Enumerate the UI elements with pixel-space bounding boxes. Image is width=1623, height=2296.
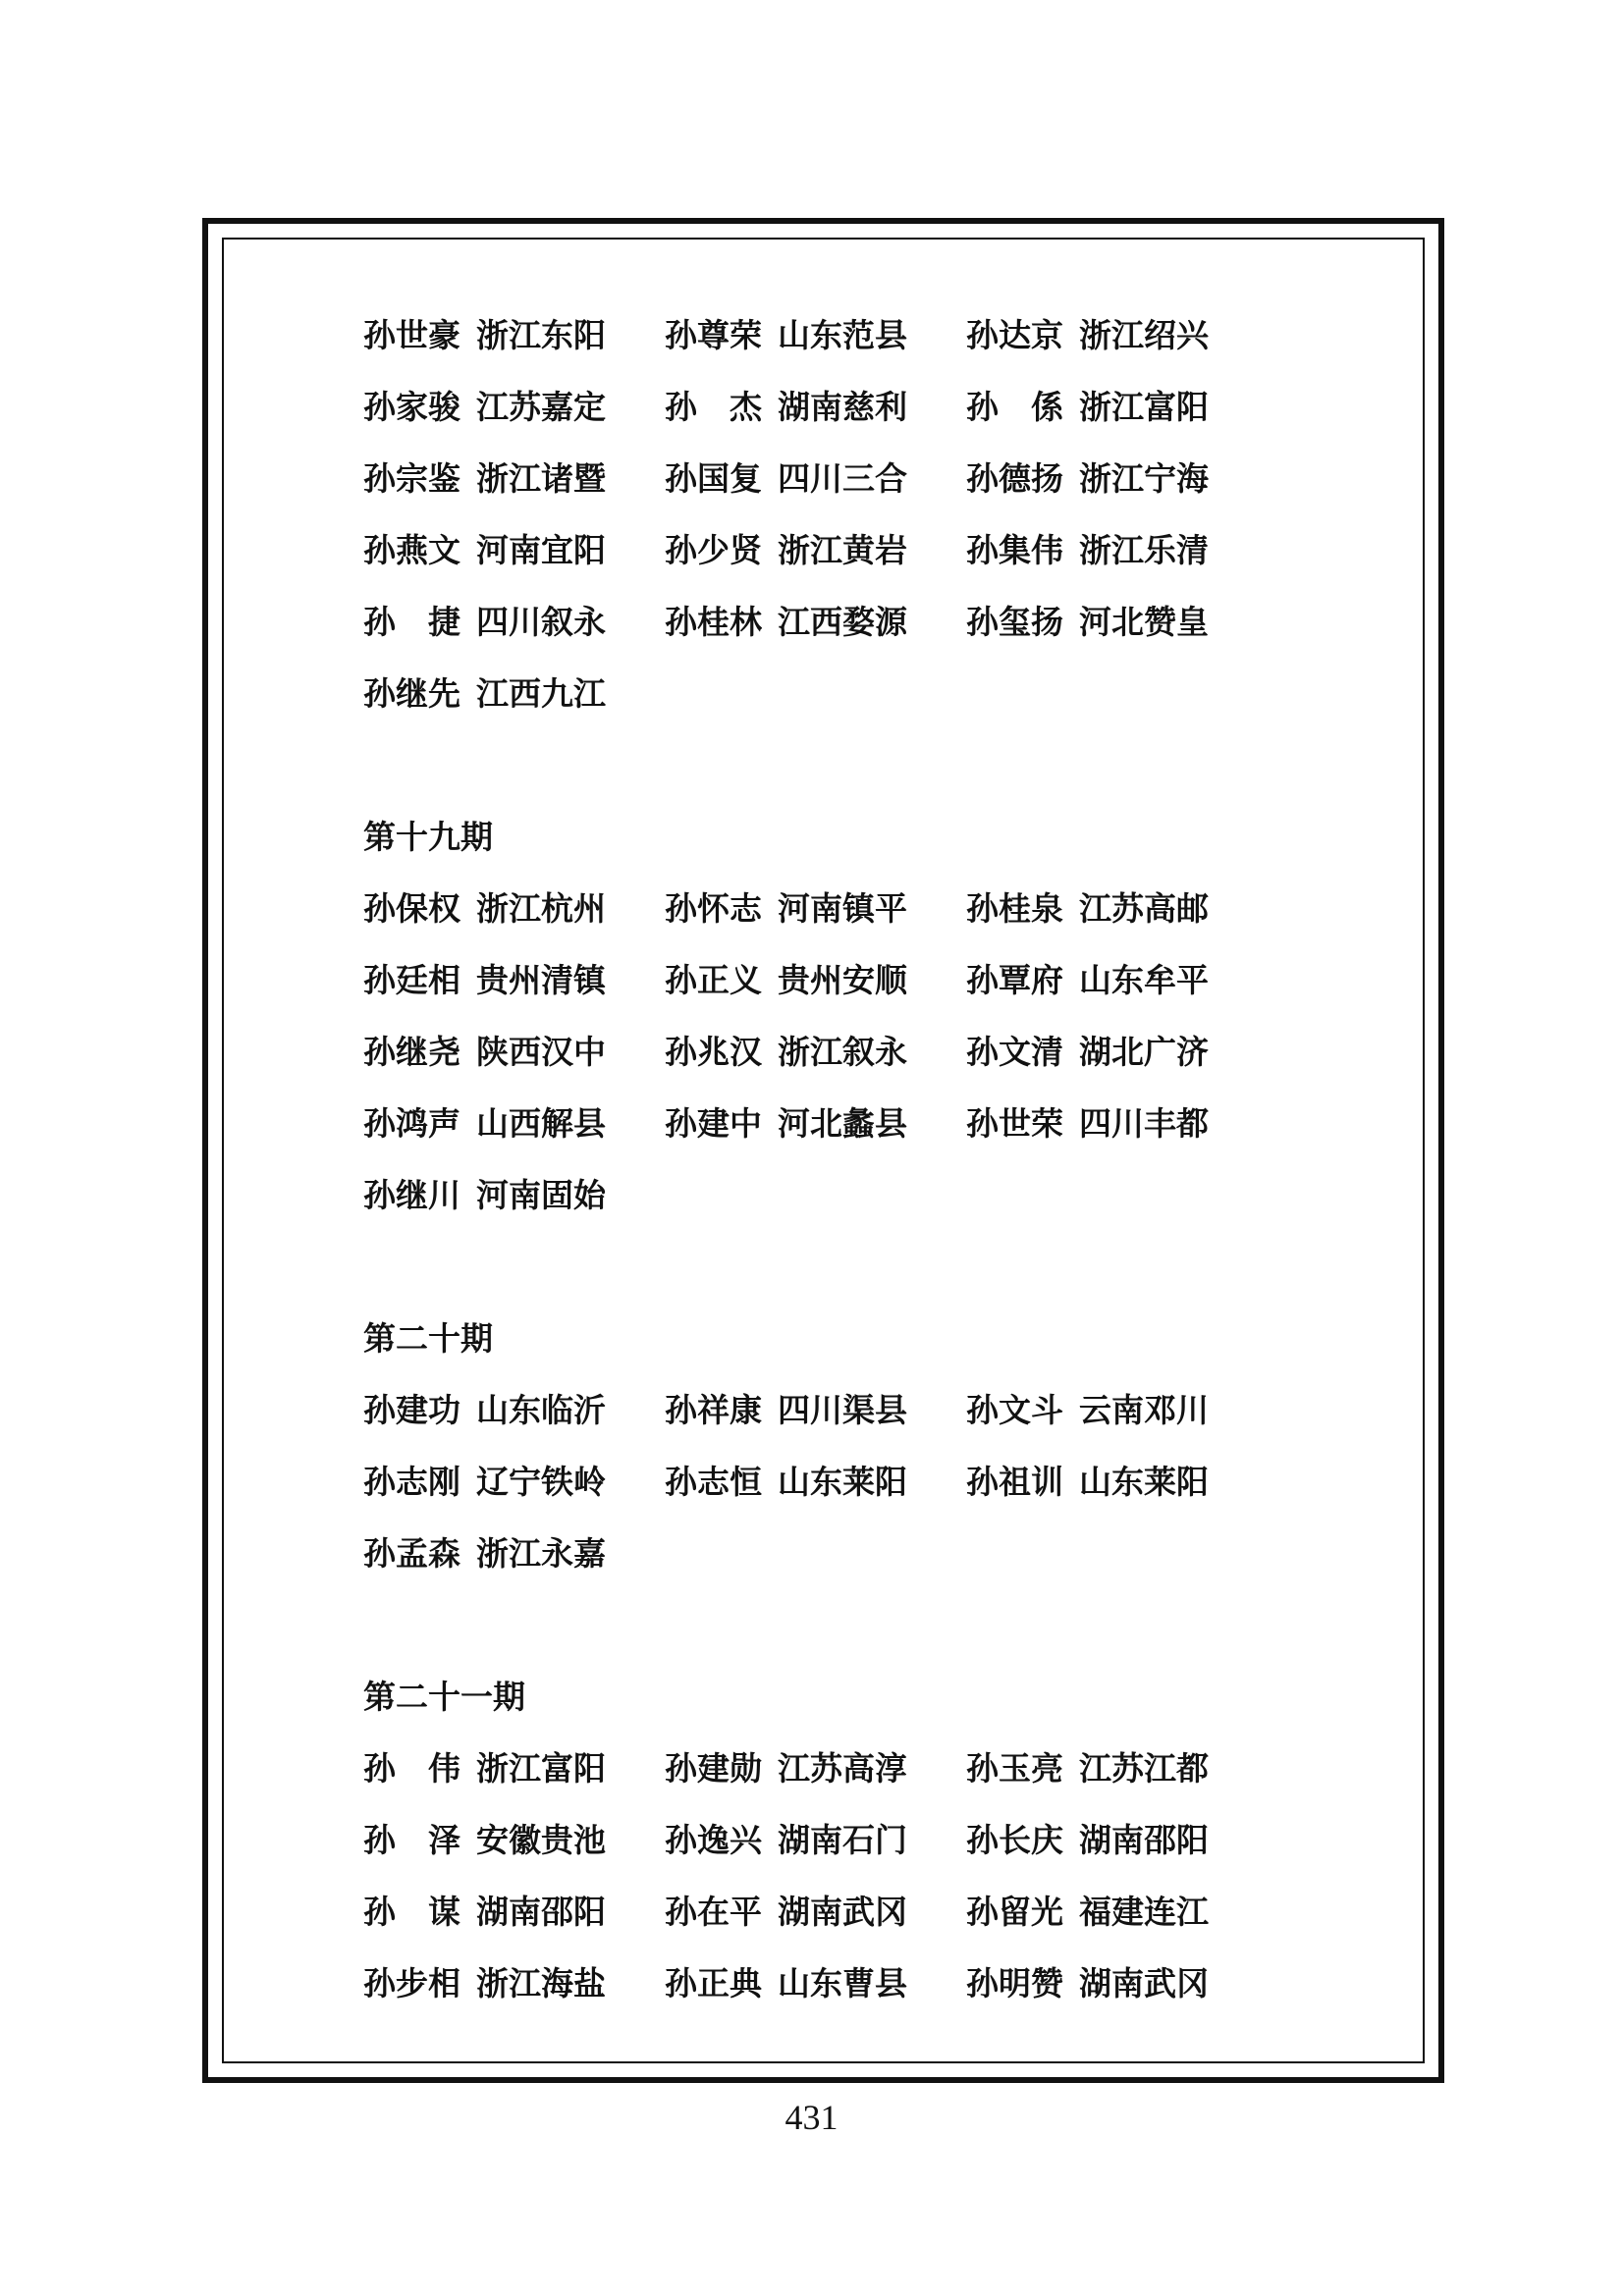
hometown: 陕西汉中: [476, 1033, 606, 1071]
roster-entry: [966, 586, 1209, 658]
hometown: 浙江诸暨: [476, 459, 606, 498]
hometown: 江苏高淳: [778, 1749, 907, 1788]
person-name: 孙逸兴: [665, 1821, 762, 1859]
person-name: 孙少贤: [665, 531, 762, 569]
section-title: 第十九期: [363, 818, 493, 856]
section-title: 第二十一期: [363, 1678, 525, 1716]
hometown: 山东莱阳: [778, 1463, 907, 1501]
roster-entry: [665, 1446, 907, 1518]
roster-entry: [665, 873, 907, 944]
person-name: 孙祖训: [966, 1463, 1063, 1501]
hometown: 山东范县: [778, 316, 907, 354]
roster-entry: [665, 443, 907, 514]
section-spacer: [363, 1231, 1345, 1303]
roster-entry: [966, 1374, 1209, 1446]
hometown: 河南固始: [476, 1176, 606, 1214]
roster-entry: [363, 299, 606, 371]
roster-row: [363, 1948, 1345, 2019]
roster-row: [363, 1518, 1345, 1589]
roster-entry: [363, 1016, 606, 1088]
hometown: 四川三合: [778, 459, 907, 498]
hometown: 江苏嘉定: [476, 388, 606, 426]
roster-entry: [665, 1088, 907, 1159]
hometown: 山东莱阳: [1079, 1463, 1209, 1501]
hometown: 江苏高邮: [1079, 889, 1209, 928]
roster-entry: [966, 944, 1209, 1016]
person-name: 孙玉亮: [966, 1749, 1063, 1788]
person-name: 孙集伟: [966, 531, 1063, 569]
person-name: 孙家骏: [363, 388, 460, 426]
person-name: 孙志恒: [665, 1463, 762, 1501]
hometown: 湖南石门: [778, 1821, 907, 1859]
person-name: 孙继先: [363, 674, 460, 713]
hometown: 江西九江: [476, 674, 606, 713]
hometown: 福建连江: [1079, 1893, 1209, 1931]
roster-row: [363, 299, 1345, 371]
roster-content: [363, 299, 1345, 2019]
roster-entry: [363, 1948, 606, 2019]
roster-entry: [363, 1446, 606, 1518]
roster-row: [363, 443, 1345, 514]
roster-row: [363, 1374, 1345, 1446]
roster-entry: [665, 1876, 907, 1948]
hometown: 山东曹县: [778, 1964, 907, 2002]
hometown: 浙江绍兴: [1079, 316, 1209, 354]
roster-row: [363, 658, 1345, 729]
person-name: 孙建中: [665, 1104, 762, 1143]
hometown: 湖南邵阳: [1079, 1821, 1209, 1859]
hometown: 浙江东阳: [476, 316, 606, 354]
roster-entry: [363, 1876, 606, 1948]
hometown: 浙江永嘉: [476, 1534, 606, 1573]
roster-row: [363, 1159, 1345, 1231]
hometown: 湖北广济: [1079, 1033, 1209, 1071]
hometown: 贵州清镇: [476, 961, 606, 999]
roster-entry: [966, 1876, 1209, 1948]
person-name: 孙继尧: [363, 1033, 460, 1071]
roster-row: [363, 586, 1345, 658]
roster-entry: [363, 371, 606, 443]
person-name: 孙文清: [966, 1033, 1063, 1071]
person-name: 孙保权: [363, 889, 460, 928]
roster-entry: [665, 1948, 907, 2019]
roster-entry: [966, 1733, 1209, 1804]
roster-section: [363, 299, 1345, 729]
hometown: 山西解县: [476, 1104, 606, 1143]
roster-entry: [966, 1088, 1209, 1159]
person-name: 孙鸿声: [363, 1104, 460, 1143]
person-name: 孙文斗: [966, 1391, 1063, 1429]
roster-row: [363, 1733, 1345, 1804]
hometown: 云南邓川: [1079, 1391, 1209, 1429]
person-name: 孙覃府: [966, 961, 1063, 999]
roster-row: [363, 1088, 1345, 1159]
section-spacer: [363, 729, 1345, 801]
roster-entry: [363, 586, 606, 658]
hometown: 湖南慈利: [778, 388, 907, 426]
hometown: 浙江叙永: [778, 1033, 907, 1071]
hometown: 河南镇平: [778, 889, 907, 928]
person-name: 孙桂林: [665, 603, 762, 641]
hometown: 湖南武冈: [1079, 1964, 1209, 2002]
roster-entry: [363, 443, 606, 514]
hometown: 四川渠县: [778, 1391, 907, 1429]
roster-entry: [665, 1016, 907, 1088]
roster-entry: [363, 1733, 606, 1804]
hometown: 安徽贵池: [476, 1821, 606, 1859]
person-name: 孙长庆: [966, 1821, 1063, 1859]
person-name: 孙兆汉: [665, 1033, 762, 1071]
hometown: 辽宁铁岭: [476, 1463, 606, 1501]
hometown: 湖南武冈: [778, 1893, 907, 1931]
roster-entry: [966, 873, 1209, 944]
roster-row: [363, 1016, 1345, 1088]
roster-entry: [363, 873, 606, 944]
roster-entry: [966, 371, 1209, 443]
person-name: 孙世荣: [966, 1104, 1063, 1143]
hometown: 贵州安顺: [778, 961, 907, 999]
person-name: 孙 杰: [665, 388, 762, 426]
roster-row: [363, 514, 1345, 586]
roster-entry: [966, 514, 1209, 586]
hometown: 山东牟平: [1079, 961, 1209, 999]
hometown: 四川叙永: [476, 603, 606, 641]
person-name: 孙正典: [665, 1964, 762, 2002]
hometown: 浙江杭州: [476, 889, 606, 928]
person-name: 孙桂泉: [966, 889, 1063, 928]
person-name: 孙 捷: [363, 603, 460, 641]
roster-entry: [665, 944, 907, 1016]
person-name: 孙廷相: [363, 961, 460, 999]
person-name: 孙正义: [665, 961, 762, 999]
person-name: 孙尊荣: [665, 316, 762, 354]
hometown: 浙江宁海: [1079, 459, 1209, 498]
roster-entry: [966, 1446, 1209, 1518]
hometown: 湖南邵阳: [476, 1893, 606, 1931]
roster-entry: [966, 299, 1209, 371]
roster-row: [363, 944, 1345, 1016]
person-name: 孙世豪: [363, 316, 460, 354]
person-name: 孙宗鉴: [363, 459, 460, 498]
roster-entry: [966, 1948, 1209, 2019]
hometown: 河北赞皇: [1079, 603, 1209, 641]
person-name: 孙玺扬: [966, 603, 1063, 641]
hometown: 浙江乐清: [1079, 531, 1209, 569]
roster-row: [363, 873, 1345, 944]
roster-entry: [363, 1088, 606, 1159]
person-name: 孙步相: [363, 1964, 460, 2002]
person-name: 孙 泽: [363, 1821, 460, 1859]
roster-entry: [966, 443, 1209, 514]
roster-row: [363, 1876, 1345, 1948]
roster-section: [363, 729, 1345, 1231]
roster-entry: [665, 1374, 907, 1446]
person-name: 孙志刚: [363, 1463, 460, 1501]
person-name: 孙燕文: [363, 531, 460, 569]
roster-entry: [363, 658, 606, 729]
person-name: 孙 伟: [363, 1749, 460, 1788]
roster-entry: [363, 1159, 606, 1231]
page-number: 431: [784, 2098, 839, 2137]
roster-entry: [665, 1804, 907, 1876]
person-name: 孙怀志: [665, 889, 762, 928]
person-name: 孙 係: [966, 388, 1063, 426]
roster-row: [363, 1446, 1345, 1518]
roster-entry: [665, 514, 907, 586]
person-name: 孙明赞: [966, 1964, 1063, 2002]
roster-section: [363, 1589, 1345, 2019]
hometown: 河南宜阳: [476, 531, 606, 569]
roster-entry: [966, 1016, 1209, 1088]
roster-entry: [363, 514, 606, 586]
person-name: 孙继川: [363, 1176, 460, 1214]
roster-entry: [363, 1518, 606, 1589]
roster-entry: [665, 299, 907, 371]
person-name: 孙留光: [966, 1893, 1063, 1931]
hometown: 四川丰都: [1079, 1104, 1209, 1143]
person-name: 孙孟森: [363, 1534, 460, 1573]
hometown: 浙江富阳: [1079, 388, 1209, 426]
roster-entry: [363, 1374, 606, 1446]
roster-entry: [363, 944, 606, 1016]
person-name: 孙达京: [966, 316, 1063, 354]
roster-row: [363, 371, 1345, 443]
person-name: 孙在平: [665, 1893, 762, 1931]
roster-entry: [665, 371, 907, 443]
hometown: 浙江富阳: [476, 1749, 606, 1788]
roster-section: [363, 1231, 1345, 1589]
section-title: 第二十期: [363, 1319, 493, 1358]
roster-entry: [363, 1804, 606, 1876]
person-name: 孙祥康: [665, 1391, 762, 1429]
roster-entry: [665, 586, 907, 658]
hometown: 江苏江都: [1079, 1749, 1209, 1788]
roster-entry: [665, 1733, 907, 1804]
person-name: 孙 谋: [363, 1893, 460, 1931]
hometown: 河北蠡县: [778, 1104, 907, 1143]
person-name: 孙建功: [363, 1391, 460, 1429]
person-name: 孙建勋: [665, 1749, 762, 1788]
hometown: 浙江黄岩: [778, 531, 907, 569]
person-name: 孙德扬: [966, 459, 1063, 498]
hometown: 浙江海盐: [476, 1964, 606, 2002]
hometown: 山东临沂: [476, 1391, 606, 1429]
roster-entry: [966, 1804, 1209, 1876]
hometown: 江西婺源: [778, 603, 907, 641]
roster-row: [363, 1804, 1345, 1876]
person-name: 孙国复: [665, 459, 762, 498]
section-spacer: [363, 1589, 1345, 1661]
